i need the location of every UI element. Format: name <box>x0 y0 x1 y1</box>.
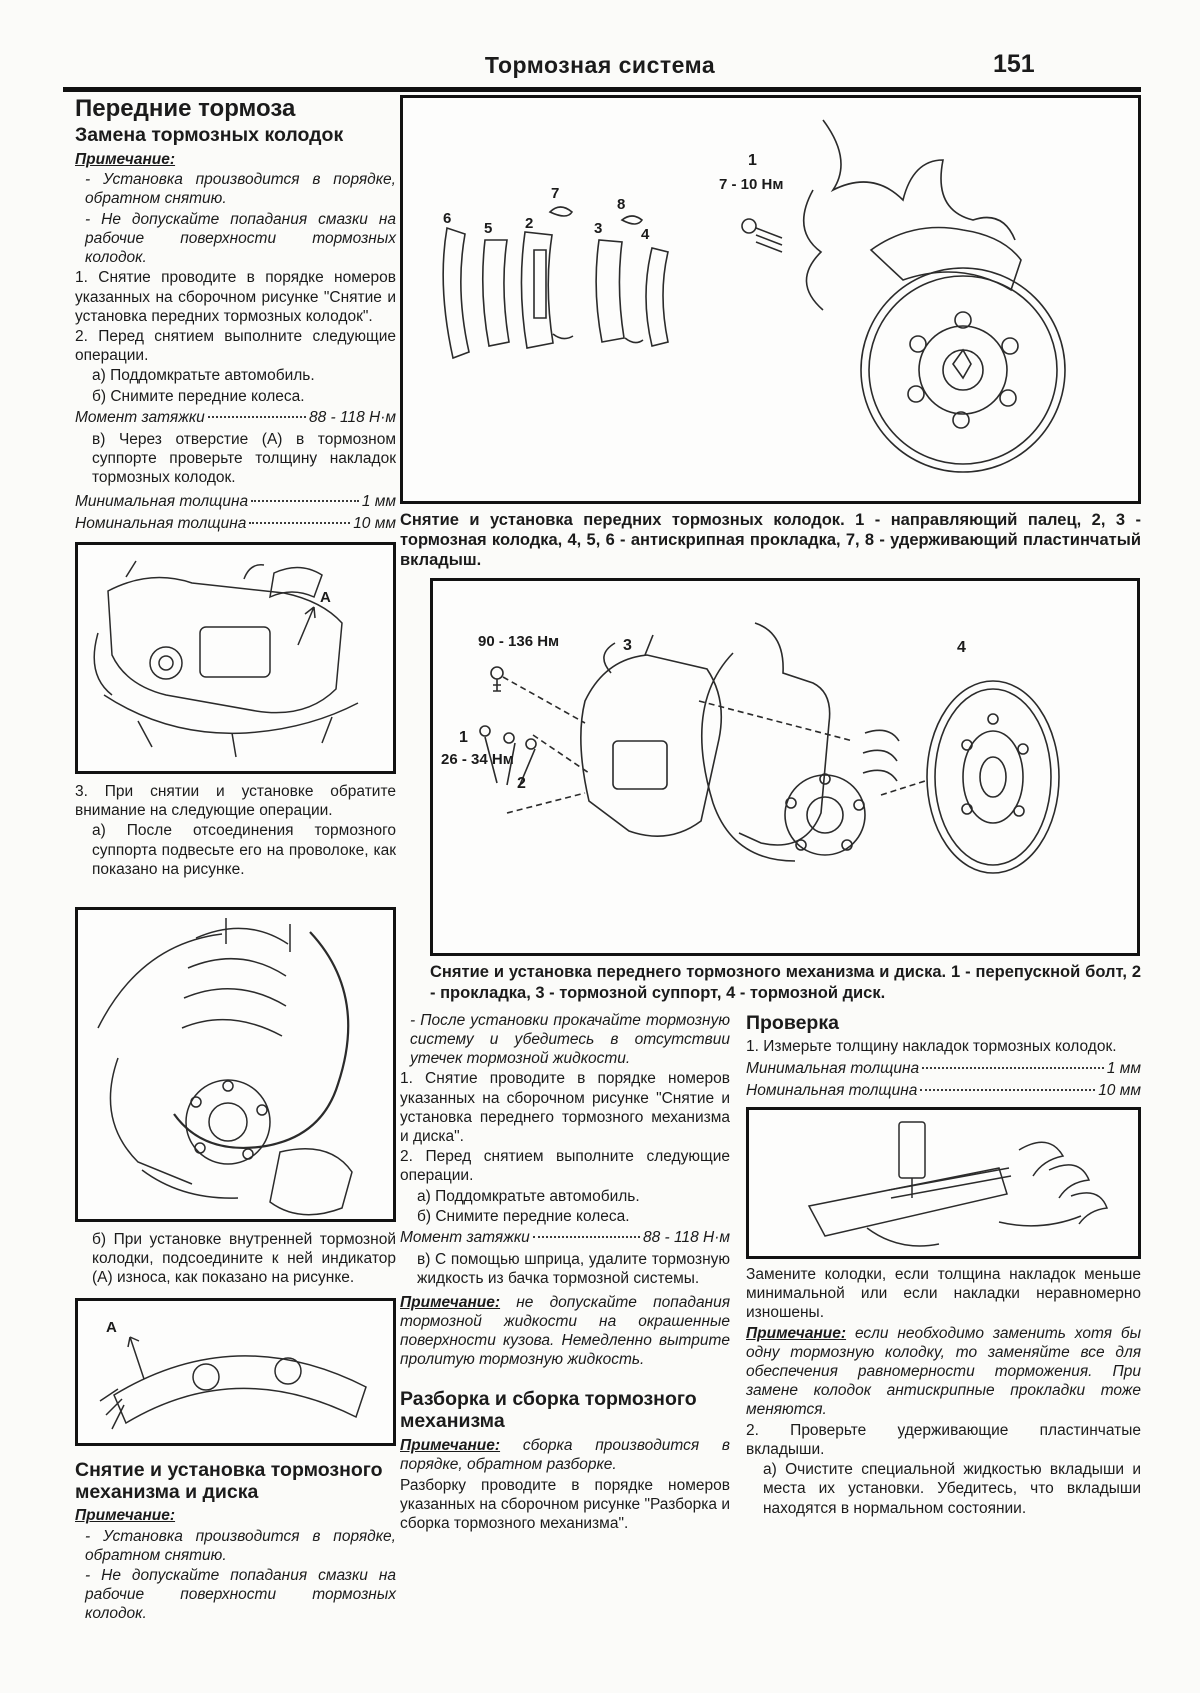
note-paragraph <box>746 1324 1141 1420</box>
spec-label: Минимальная толщина <box>75 492 249 510</box>
figure-caliper-closeup <box>75 542 396 774</box>
header-rule <box>63 87 1141 92</box>
part-number-5: 5 <box>484 220 493 237</box>
strut-drawing <box>78 910 393 1219</box>
lower-columns <box>400 1011 1141 1535</box>
step-3b: б) При установке внутренней тормозной колодки, подсоедините к ней индикатор (А) износа, как показано на рисунке. <box>92 1231 396 1287</box>
figure-label-A: А <box>106 1318 117 1336</box>
step-2a: а) Поддомкратьте автомобиль. <box>417 1187 640 1205</box>
note-label: Примечание: <box>746 1324 847 1342</box>
figure-pads-exploded <box>400 95 1141 504</box>
spec-value: 1 мм <box>361 492 396 510</box>
spec-label: Номинальная толщина <box>746 1081 918 1099</box>
note-label: Примечание: <box>400 1437 501 1455</box>
pad-drawing <box>78 1301 393 1443</box>
torque-label: Момент затяжки <box>400 1229 530 1247</box>
note-text: сборка производится в порядке, обратном разборке. <box>400 1437 730 1474</box>
part-number-3: 3 <box>623 637 632 655</box>
check-step-2a: а) Очистите специальной жидкостью вкладыши и места их установки. Убедитесь, что вкладыши находятся в нормальном состоянии. <box>763 1461 1141 1517</box>
part-number-4: 4 <box>957 639 966 657</box>
subsection-heading-disassembly: Разборка и сборка тормозного механизма <box>400 1388 697 1433</box>
torque-label-90-136: 90 - 136 Нм <box>478 633 560 651</box>
step-1: 1. Снятие проводите в порядке номеров указанных на сборочном рисунке "Снятие и установка передних тормозных колодок". <box>75 269 396 325</box>
min-thickness-spec <box>746 1059 1141 1079</box>
torque-label: Момент затяжки <box>75 408 205 426</box>
note-heading <box>75 150 396 169</box>
step-3: 3. При снятии и установке обратите внимание на следующие операции. <box>75 782 396 820</box>
pads-exploded-drawing <box>403 98 1138 501</box>
part-number-2: 2 <box>525 215 534 232</box>
note-item: - Установка производится в порядке, обратном снятию. <box>85 171 396 208</box>
section-heading-front-brakes: Передние тормоза <box>75 95 296 122</box>
figure-pad-measurement <box>746 1107 1141 1259</box>
note-paragraph <box>400 1436 730 1474</box>
part-number-2: 2 <box>517 775 526 793</box>
right-area <box>400 95 1141 1534</box>
torque-spec <box>400 1228 730 1248</box>
subsection-heading-mechanism: Снятие и установка тормозного механизма и диска <box>75 1458 383 1503</box>
dotted-leader <box>249 522 350 524</box>
min-thickness-spec <box>75 492 396 512</box>
page-number: 151 <box>993 50 1035 78</box>
note-item: - Установка производится в порядке, обратном снятию. <box>85 1527 396 1564</box>
dotted-leader <box>920 1089 1095 1091</box>
nom-thickness-spec <box>746 1081 1141 1101</box>
note-text: если необходимо заменить хотя бы одну тормозную колодку, то заменяйте все для обеспечения равномерности торможения. При замене колодок антискрипные прокладки тоже меняются. <box>746 1324 1141 1419</box>
part-number-7: 7 <box>551 185 560 202</box>
part-number-1: 1 <box>748 152 757 169</box>
step-2: 2. Перед снятием выполните следующие операции. <box>75 327 396 365</box>
step-2v: в) С помощью шприца, удалите тормозную жидкость из бачка тормозной системы. <box>417 1251 730 1288</box>
dotted-leader <box>208 416 306 418</box>
pad-measurement-drawing <box>749 1110 1138 1256</box>
figure-pad-indicator <box>75 1298 396 1446</box>
step-2: 2. Перед снятием выполните следующие операции. <box>400 1148 730 1185</box>
torque-value: 88 - 118 Н·м <box>642 1229 730 1247</box>
replace-pads-paragraph: Замените колодки, если толщина накладок меньше минимальной или если накладки неравномерно изношены. <box>746 1265 1141 1322</box>
part-number-1: 1 <box>459 729 468 747</box>
check-step-1: 1. Измерьте толщину накладок тормозных колодок. <box>746 1038 1117 1056</box>
spec-value: 10 мм <box>1098 1081 1141 1099</box>
step-2b: б) Снимите передние колеса. <box>417 1207 630 1225</box>
disassembly-paragraph: Разборку проводите в порядке номеров указанных на сборочном рисунке "Разборка и сборка тормозного механизма". <box>400 1476 730 1533</box>
note-label: Примечание: <box>400 1293 501 1311</box>
nom-thickness-spec <box>75 514 396 534</box>
step-3a: а) После отсоединения тормозного суппорта подвесьте его на проволоке, как показано на рисунке. <box>92 822 396 878</box>
page-title: Тормозная система <box>484 52 716 78</box>
dotted-leader <box>251 500 359 502</box>
step-2b: б) Снимите передние колеса. <box>92 387 305 405</box>
caliper-drawing <box>78 545 393 771</box>
left-column <box>75 96 396 1625</box>
torque-spec <box>75 408 396 428</box>
part-number-3: 3 <box>594 220 603 237</box>
note-paragraph <box>400 1293 730 1370</box>
dotted-leader <box>922 1067 1104 1069</box>
check-step-2: 2. Проверьте удерживающие пластинчатые вкладыши. <box>746 1421 1141 1458</box>
torque-value: 88 - 118 Н·м <box>308 408 396 426</box>
note-label: Примечание: <box>75 1507 176 1525</box>
subsection-heading-check: Проверка <box>746 1011 839 1034</box>
figure-label-A: А <box>320 588 331 606</box>
step-2a: а) Поддомкратьте автомобиль. <box>92 367 315 385</box>
dotted-leader <box>533 1236 640 1238</box>
torque-label-guide-pin: 7 - 10 Нм <box>719 176 784 193</box>
note-item: - После установки прокачайте тормозную систему и убедитесь в отсутствии утечек тормозной жидкости. <box>410 1011 730 1068</box>
note-text: не допускайте попадания тормозной жидкости на окрашенные поверхности кузова. Немедленно вытрите пролитую тормозную жидкость. <box>400 1293 730 1369</box>
note-item: - Не допускайте попадания смазки на рабочие поверхности тормозных колодок. <box>85 1567 396 1623</box>
note-heading <box>75 1506 396 1525</box>
figure-caption-mechanism: Снятие и установка переднего тормозного механизма и диска. 1 - перепускной болт, 2 - прокладка, 3 - тормозной суппорт, 4 - тормозной диск. <box>430 963 1141 1002</box>
torque-label-26-34: 26 - 34 Нм <box>441 751 514 769</box>
figure-strut-wire <box>75 907 396 1222</box>
step-1: 1. Снятие проводите в порядке номеров указанных на сборочном рисунке "Снятие и установка переднего тормозного механизма и диска". <box>400 1070 730 1145</box>
middle-column <box>400 1011 730 1535</box>
figure-caption-pads: Снятие и установка передних тормозных колодок. 1 - направляющий палец, 2, 3 - тормозная колодка, 4, 5, 6 - антискрипная прокладка, 7, 8 - удерживающий пластинчатый вкладыш. <box>400 511 1141 570</box>
part-number-4: 4 <box>641 226 650 243</box>
part-number-6: 6 <box>443 210 452 227</box>
spec-label: Номинальная толщина <box>75 514 247 532</box>
spec-label: Минимальная толщина <box>746 1059 920 1077</box>
spec-value: 1 мм <box>1106 1059 1141 1077</box>
part-number-8: 8 <box>617 196 626 213</box>
rightmost-column <box>746 1011 1141 1535</box>
step-2v: в) Через отверстие (А) в тормозном суппорте проверьте толщину накладок тормозных колодок. <box>92 431 396 487</box>
note-item: - Не допускайте попадания смазки на рабочие поверхности тормозных колодок. <box>85 210 396 267</box>
note-label: Примечание: <box>75 151 176 169</box>
figure-mechanism-disc <box>430 578 1140 956</box>
spec-value: 10 мм <box>353 514 396 532</box>
subsection-heading-pad-replacement: Замена тормозных колодок <box>75 124 344 147</box>
